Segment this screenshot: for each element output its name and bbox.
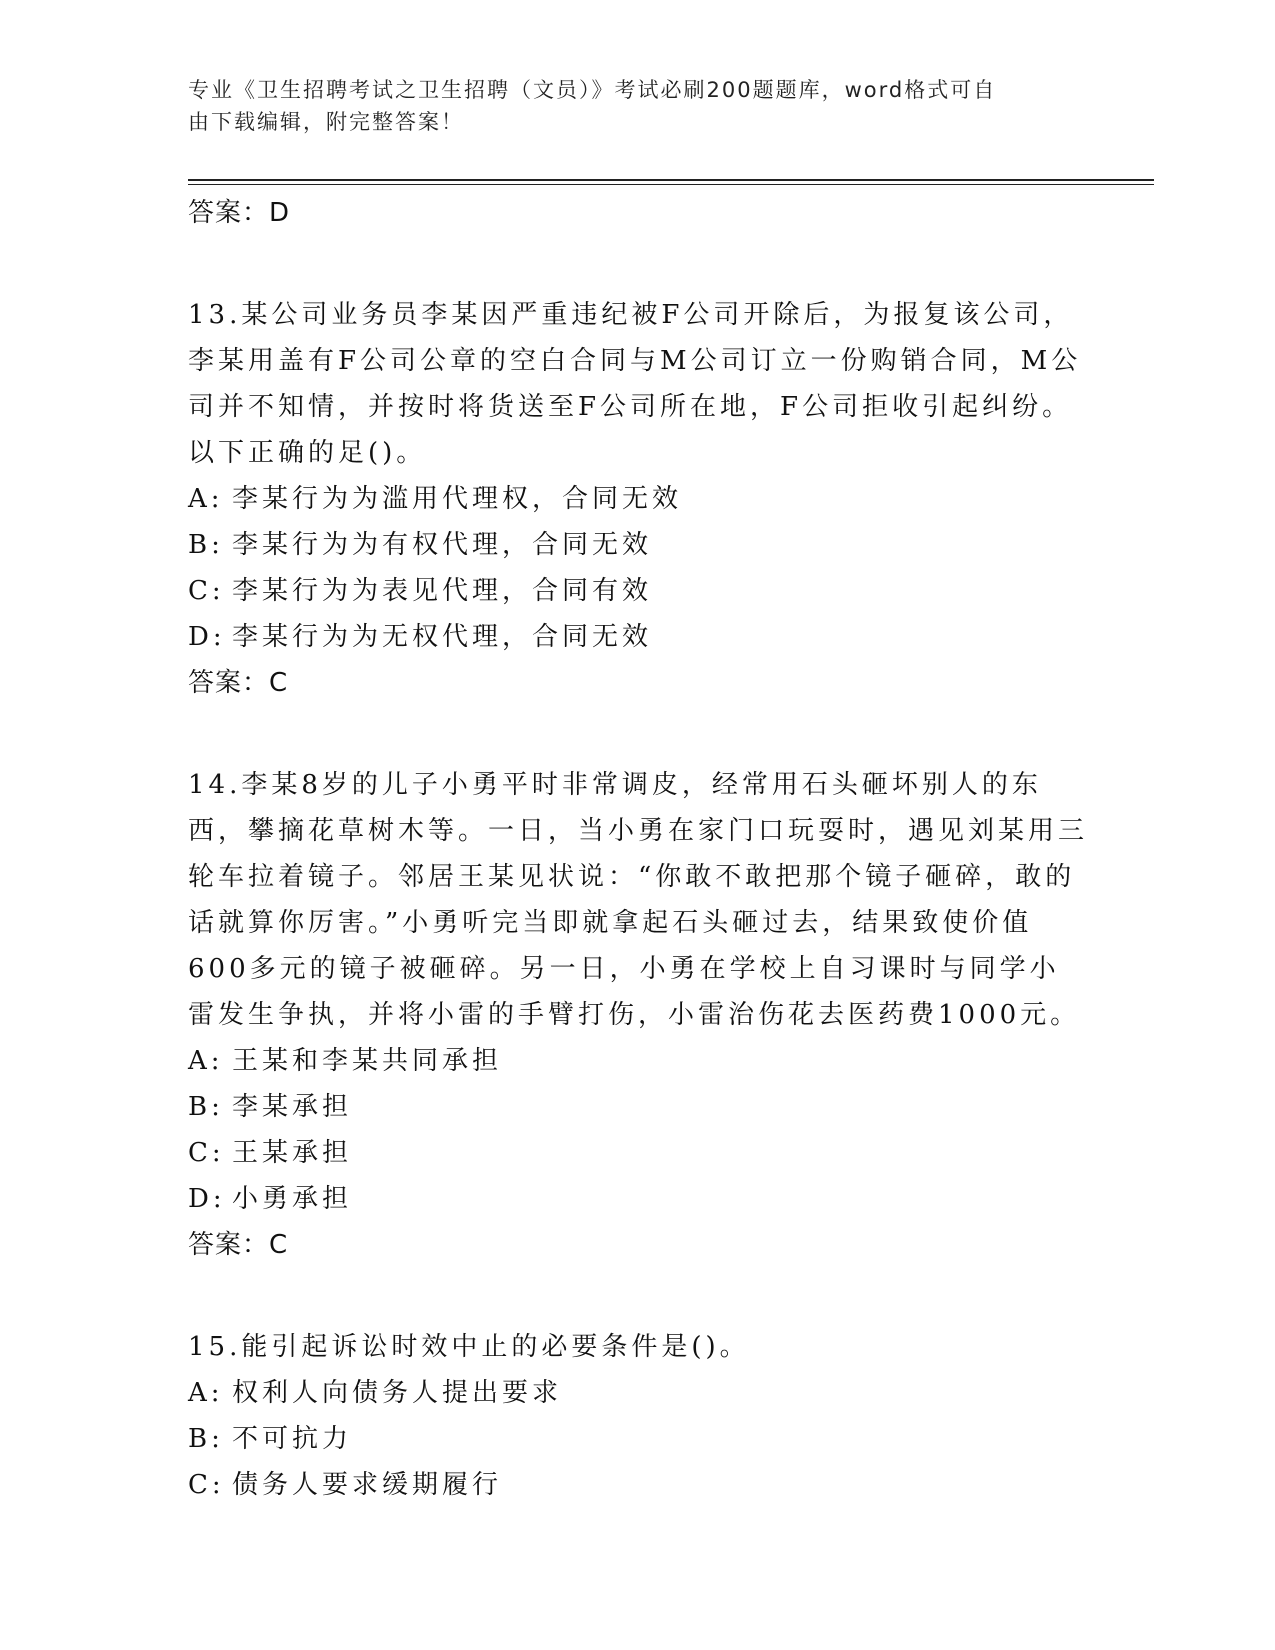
option-c <box>188 568 1088 614</box>
question-13 <box>188 292 1088 706</box>
page-content <box>188 190 1088 1508</box>
question-14 <box>188 762 1088 1268</box>
option-label: C: <box>188 1138 225 1168</box>
option-text: 不可抗力 <box>232 1424 353 1454</box>
spacer <box>188 1268 1088 1324</box>
header-line-1: 专业《卫生招聘考试之卫生招聘（文员）》考试必刷200题题库，word格式可自 <box>188 78 997 102</box>
spacer <box>188 236 1088 292</box>
spacer <box>188 706 1088 762</box>
prev-answer-line <box>188 190 1088 236</box>
option-b <box>188 522 1088 568</box>
option-label: A: <box>188 1378 224 1408</box>
option-text: 王某承担 <box>232 1138 353 1168</box>
option-label: B: <box>188 530 224 560</box>
page-header <box>188 74 1088 138</box>
question-stem: 15.能引起诉讼时效中止的必要条件是()。 <box>188 1332 750 1362</box>
option-a <box>188 1038 1088 1084</box>
option-label: A: <box>188 484 224 514</box>
option-text: 小勇承担 <box>232 1184 353 1214</box>
header-line-2: 由下载编辑，附完整答案！ <box>188 110 464 134</box>
answer-line <box>188 1222 1088 1268</box>
answer-value: C <box>269 668 289 698</box>
option-text: 王某和李某共同承担 <box>232 1046 503 1076</box>
option-label: A: <box>188 1046 224 1076</box>
option-text: 权利人向债务人提出要求 <box>232 1378 563 1408</box>
answer-label: 答案： <box>188 1230 270 1260</box>
question-15 <box>188 1324 1088 1508</box>
option-c <box>188 1130 1088 1176</box>
header-rule-thick <box>188 179 1154 181</box>
option-d <box>188 614 1088 660</box>
option-label: D: <box>188 622 226 652</box>
option-label: C: <box>188 1470 225 1500</box>
option-text: 李某行为为滥用代理权，合同无效 <box>232 484 683 514</box>
answer-value: C <box>269 1230 289 1260</box>
question-stem: 13.某公司业务员李某因严重违纪被F公司开除后，为报复该公司，李某用盖有F公司公章的空白合同与M公司订立一份购销合同，M公司并不知情，并按时将货送至F公司所在地，F公司拒收引起纠纷。以下正确的足()。 <box>188 300 1082 468</box>
option-c <box>188 1462 1088 1508</box>
answer-value: D <box>269 198 291 228</box>
option-label: B: <box>188 1092 224 1122</box>
option-b <box>188 1416 1088 1462</box>
option-d <box>188 1176 1088 1222</box>
answer-line <box>188 660 1088 706</box>
option-text: 债务人要求缓期履行 <box>232 1470 503 1500</box>
answer-label: 答案： <box>188 198 270 228</box>
option-label: C: <box>188 576 225 606</box>
option-text: 李某行为为表见代理，合同有效 <box>232 576 653 606</box>
option-label: B: <box>188 1424 224 1454</box>
option-text: 李某承担 <box>232 1092 353 1122</box>
option-text: 李某行为为有权代理，合同无效 <box>232 530 653 560</box>
option-text: 李某行为为无权代理，合同无效 <box>232 622 653 652</box>
question-stem: 14.李某8岁的儿子小勇平时非常调皮，经常用石头砸坏别人的东西，攀摘花草树木等。一日，当小勇在家门口玩耍时，遇见刘某用三轮车拉着镜子。邻居王某见状说：“你敢不敢把那个镜子砸碎，敢的话就算你厉害。”小勇听完当即就拿起石头砸过去，结果致使价值600多元的镜子被砸碎。另一日，小勇在学校上自习课时与同学小雷发生争执，并将小雷的手臂打伤，小雷治伤花去医药费1000元。 <box>188 770 1089 1030</box>
option-b <box>188 1084 1088 1130</box>
answer-label: 答案： <box>188 668 270 698</box>
option-a <box>188 1370 1088 1416</box>
option-a <box>188 476 1088 522</box>
option-label: D: <box>188 1184 226 1214</box>
header-rule-thin <box>188 184 1154 185</box>
